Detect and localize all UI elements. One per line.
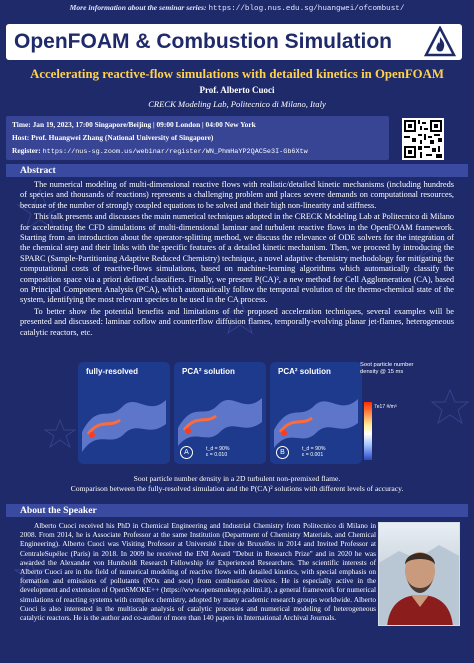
seminar-info-line <box>0 0 474 22</box>
event-info-box <box>6 116 389 160</box>
talk-title: Accelerating reactive-flow simulations with detailed kinetics in OpenFOAM <box>30 67 444 81</box>
speaker-name: Prof. Alberto Cuoci <box>199 85 275 95</box>
abstract-heading: Abstract <box>6 164 468 177</box>
panel-label: PCA² solution <box>278 367 331 376</box>
panel-label: fully-resolved <box>86 367 139 376</box>
about-speaker-heading: About the Speaker <box>6 504 468 517</box>
colorbar <box>360 360 430 468</box>
soot-simulation-figure <box>78 360 414 468</box>
abstract-body <box>20 180 454 339</box>
bio-paragraph: Alberto Cuoci received his PhD in Chemical Engineering and Industrial Chemistry from Politecnico di Milano in 2008. From 2014, he is Associate Professor at the same Institution (Department of Chemistry Materials, and Chemical Engineering). Alberto Cuoci was Visiting Professor at Université Libre de Bruxelles in 2014 and Invited Professor at CentraleSupélec (Paris) in 2018. In 2009 he received the ENI Award "Debut in Research Prize" and in 2020 he was awarded the Alexander von Humboldt Research Fellowship for Experienced Researchers. The scientific interests of Alberto Cuoci are in the field of numerical modeling of reactive flows with detailed kinetics, with special emphasis on formation and emissions of pollutants (NOx and soot) from combustion devices. He is especially active in the development and extension of OpenSMOKE++ (https://www.opensmokepp.polimi.it), a general framework for numerical simulations of reacting systems with complex chemistry, adopted by many academic research groups worldwide. Alberto Cuoci is also interested in the multiscale analysis of catalytic processes and numerical modeling of heterogeneous catalytic reactors. He is the author and co-author of more than 140 papers in International Archival Journals. <box>20 521 376 623</box>
figure-panel-a <box>174 362 266 464</box>
time-row: Time: Jan 19, 2023, 17:00 Singapore/Beijing | 09:00 London | 04:00 New York <box>12 120 256 129</box>
poster-title: OpenFOAM & Combustion Simulation <box>14 30 392 53</box>
more-info-text: More information about the seminar series: <box>69 3 207 12</box>
speaker-photo <box>378 522 460 626</box>
title-banner <box>6 24 462 60</box>
register-row: Register: https://nus-sg.zoom.us/webinar/register/WN_PhmHaYP2QAC5e3I-Gb6Xtw <box>12 146 308 156</box>
host-row: Host: Prof. Huangwei Zhang (National University of Singapore) <box>12 133 214 142</box>
colorbar-title: Soot particle number density @ 15 ms <box>360 362 414 375</box>
colorbar-gradient <box>364 402 372 460</box>
flame-field-image <box>78 362 170 464</box>
panel-params: t_d = 90% ε = 0.001 <box>302 446 326 459</box>
figure-panel-fully-resolved <box>78 362 170 464</box>
panel-params: t_d = 90% ε = 0.010 <box>206 446 230 459</box>
panel-label: PCA² solution <box>182 367 235 376</box>
register-link[interactable]: https://nus-sg.zoom.us/webinar/register/WN_PhmHaYP2QAC5e3I-Gb6Xtw <box>42 148 308 156</box>
panel-letter: A <box>180 446 193 459</box>
seminar-url-link[interactable]: https://blog.nus.edu.sg/huangwei/ofcombust/ <box>208 5 405 13</box>
abstract-paragraph: To better show the potential benefits and limitations of the proposed acceleration techniques, several examples will be presented and discussed: laminar coflow and counterflow diffusion flames, temporally-evolving planar jet-flames, heterogeneous catalytic reactors, etc. <box>20 306 454 337</box>
abstract-paragraph: This talk presents and discusses the main numerical techniques adopted in the CRECK Modeling Lab at Politecnico di Milano for accelerating the CFD simulations of multi-dimensional laminar and turbulent reactive flows in the OpenFOAM framework. Starting from an introduction about the operator-splitting method, we discuss the relevance of ODE solvers for the integration of the chemical step and their links with the specific features of a detailed kinetic mechanism. Then, we proceed by introducing the SPARC (Sample-Partitioning Adaptive Reduced Chemistry) technique, a novel adaptive chemistry methodology for mitigating the computational costs of reactive-flows simulations, based on machine-learning algorithms which automatically classify the composition space via a priori defined classifiers. Finally, we present P(CA)², a new method for Cell Agglomeration (CA), based on Principal Component Analysis (PCA), which automatically follow the temporal evolution of the thermo-chemical state of the system, identifying the most relevant species to be used in the CA process. <box>20 212 454 305</box>
panel-letter: B <box>276 446 289 459</box>
speaker-bio <box>20 521 376 622</box>
speaker-affiliation: CRECK Modeling Lab, Politecnico di Milano, Italy <box>148 99 326 109</box>
figure-panel-b <box>270 362 362 464</box>
abstract-paragraph: The numerical modeling of multi-dimensional reactive flows with realistic/detailed kinetic mechanisms (including hundreds of species and thousands of reactions) represents a challenging problem and places severe demands on computational resources, because of the number of strongly coupled equations to be solved and their high non-linearity and stiffness. <box>20 180 454 210</box>
colorbar-max-label: 7e17 #/m³ <box>374 404 397 410</box>
figure-caption: Soot particle number density in a 2D turbulent non-premixed flame. Comparison between the fully-resolved simulation and the P(CA)² solutions with different levels of accuracy. <box>70 474 404 493</box>
qr-code-icon[interactable] <box>402 118 444 160</box>
flame-triangle-logo-icon <box>424 26 456 58</box>
